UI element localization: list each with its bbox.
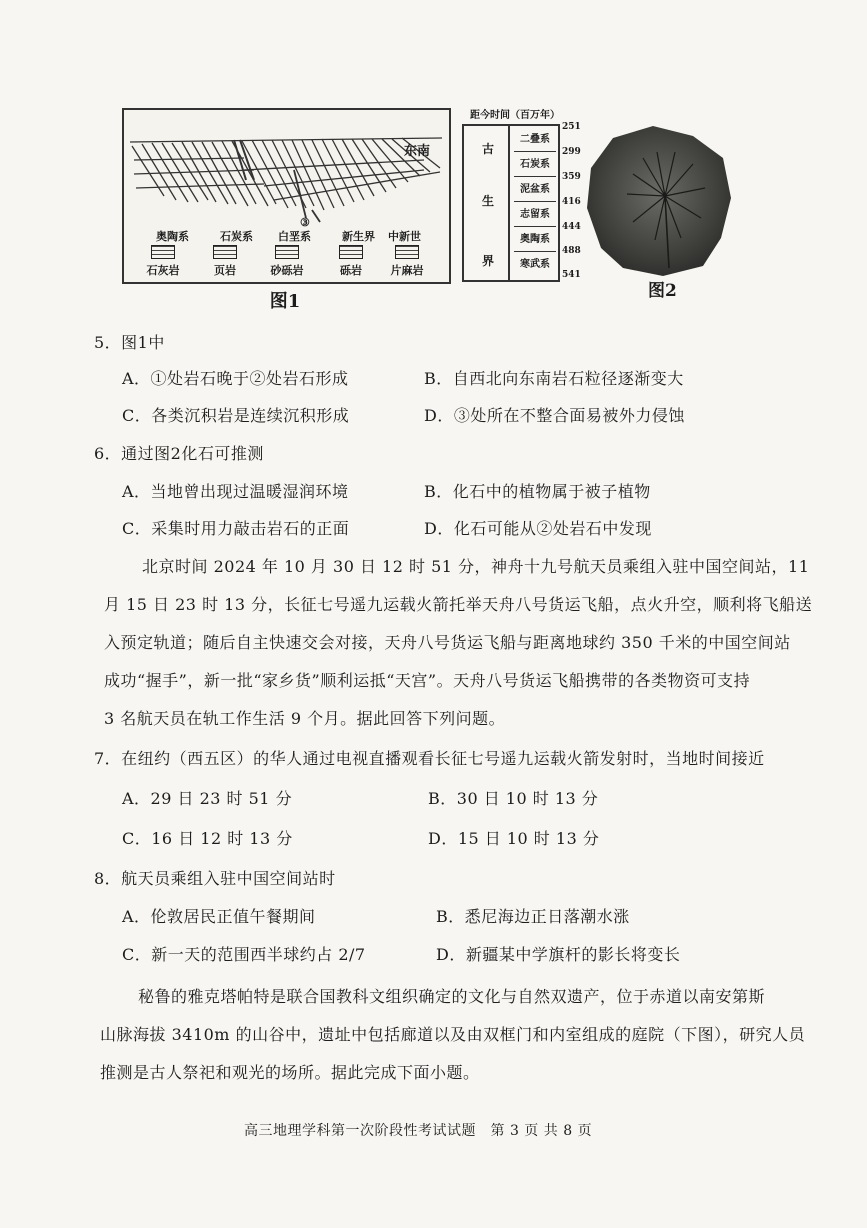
passage1-line: 北京时间 2024 年 10 月 30 日 12 时 51 分，神舟十九号航天员乘组入驻中国空间站，11 — [142, 557, 810, 576]
question7-option-d[interactable]: D．15 日 10 时 13 分 — [428, 829, 600, 848]
question6-option-a[interactable]: A．当地曾出现过温暖湿润环境 — [122, 482, 349, 501]
period-cell: 泥盆系 — [514, 178, 556, 202]
period-cell: 二叠系 — [514, 128, 556, 152]
question5-option-a[interactable]: A．①处岩石晚于②处岩石形成 — [122, 369, 349, 388]
passage2-line: 秘鲁的雅克塔帕特是联合国教科文组织确定的文化与自然双遗产，位于赤道以南安第斯 — [138, 987, 766, 1006]
direction-label: 东南 — [404, 144, 431, 159]
question7-option-b[interactable]: B．30 日 10 时 13 分 — [428, 789, 599, 808]
strata-name: 中新世 — [388, 230, 421, 243]
geologic-timescale — [458, 100, 581, 285]
age-tick: 416 — [562, 197, 581, 207]
fossil-photo — [583, 118, 733, 278]
sandstone-swatch — [275, 245, 299, 259]
question6-option-d[interactable]: D．化石可能从②处岩石中发现 — [424, 519, 652, 538]
strata-name: 石炭系 — [220, 230, 253, 243]
age-tick: 251 — [562, 122, 581, 132]
legend-label: 砾岩 — [340, 264, 362, 277]
era-char: 古 — [482, 142, 495, 156]
svg-text:③: ③ — [300, 216, 310, 229]
question7-stem: 7．在纽约（西五区）的华人通过电视直播观看长征七号遥九运载火箭发射时，当地时间接近 — [94, 749, 765, 768]
question5-option-d[interactable]: D．③处所在不整合面易被外力侵蚀 — [424, 406, 685, 425]
figure2-caption: 图2 — [648, 281, 677, 301]
question8-option-b[interactable]: B．悉尼海边正日落潮水涨 — [436, 907, 630, 926]
passage1-line: 月 15 日 23 时 13 分，长征七号遥九运载火箭托举天舟八号货运飞船，点火升空，顺利将飞船送 — [104, 595, 813, 614]
legend-item — [138, 245, 188, 278]
question6-stem: 6．通过图2化石可推测 — [94, 444, 264, 463]
period-cell: 志留系 — [514, 203, 556, 227]
question5-option-b[interactable]: B．自西北向东南岩石粒径逐渐变大 — [424, 369, 684, 388]
question7-option-c[interactable]: C．16 日 12 时 13 分 — [122, 829, 293, 848]
timescale-table — [462, 124, 560, 282]
era-char: 生 — [482, 194, 495, 208]
strata-name: 白垩系 — [278, 230, 311, 243]
passage1-line: 3 名航天员在轨工作生活 9 个月。据此回答下列问题。 — [104, 709, 506, 728]
age-tick: 488 — [562, 246, 581, 256]
shale-swatch — [213, 245, 237, 259]
strata-name: 新生界 — [342, 230, 375, 243]
age-tick: 444 — [562, 222, 581, 232]
period-cell: 寒武系 — [520, 259, 550, 270]
question8-option-c[interactable]: C．新一天的范围西半球约占 2/7 — [122, 945, 366, 964]
gneiss-swatch — [395, 245, 419, 259]
figure1-caption: 图1 — [269, 291, 301, 312]
period-cell: 石炭系 — [514, 153, 556, 177]
page-footer: 高三地理学科第一次阶段性考试试题 第 3 页 共 8 页 — [244, 1123, 593, 1139]
question8-option-a[interactable]: A．伦敦居民正值午餐期间 — [122, 907, 316, 926]
legend-item — [200, 245, 250, 278]
period-column — [514, 126, 558, 280]
question8-option-d[interactable]: D．新疆某中学旗杆的影长将变长 — [436, 945, 681, 964]
timescale-title: 距今时间（百万年） — [470, 110, 560, 121]
question6-option-b[interactable]: B．化石中的植物属于被子植物 — [424, 482, 651, 501]
legend-label: 砂砾岩 — [270, 264, 304, 277]
age-tick: 359 — [562, 172, 581, 182]
legend-label: 石灰岩 — [146, 264, 180, 277]
passage2-line: 推测是古人祭祀和观光的场所。据此完成下面小题。 — [100, 1063, 480, 1082]
legend-item — [326, 245, 376, 278]
question7-option-a[interactable]: A．29 日 23 时 51 分 — [122, 789, 293, 808]
age-tick: 299 — [562, 147, 581, 157]
legend-label: 页岩 — [214, 264, 236, 277]
period-cell: 奥陶系 — [514, 228, 556, 252]
legend-item — [382, 245, 432, 278]
question8-stem: 8．航天员乘组入驻中国空间站时 — [94, 869, 336, 888]
figure1-cross-section — [122, 108, 451, 284]
era-char: 界 — [482, 254, 495, 268]
era-column — [464, 126, 510, 280]
question5-option-c[interactable]: C．各类沉积岩是连续沉积形成 — [122, 406, 350, 425]
age-tick: 541 — [562, 270, 581, 280]
limestone-swatch — [151, 245, 175, 259]
strata-name: 奥陶系 — [156, 230, 189, 243]
legend-item — [262, 245, 312, 278]
passage1-line: 成功“握手”，新一批“家乡货”顺利运抵“天宫”。天舟八号货运飞船携带的各类物资可支持 — [104, 671, 751, 690]
passage2-line: 山脉海拔 3410m 的山谷中，遗址中包括廊道以及由双框门和内室组成的庭院（下图），研究人员 — [100, 1025, 806, 1044]
question5-stem: 5．图1中 — [94, 333, 165, 352]
conglomerate-swatch — [339, 245, 363, 259]
legend-label: 片麻岩 — [390, 264, 424, 277]
question6-option-c[interactable]: C．采集时用力敲击岩石的正面 — [122, 519, 350, 538]
passage1-line: 入预定轨道；随后自主快速交会对接，天舟八号货运飞船与距离地球约 350 千米的中国空间站 — [104, 633, 791, 652]
